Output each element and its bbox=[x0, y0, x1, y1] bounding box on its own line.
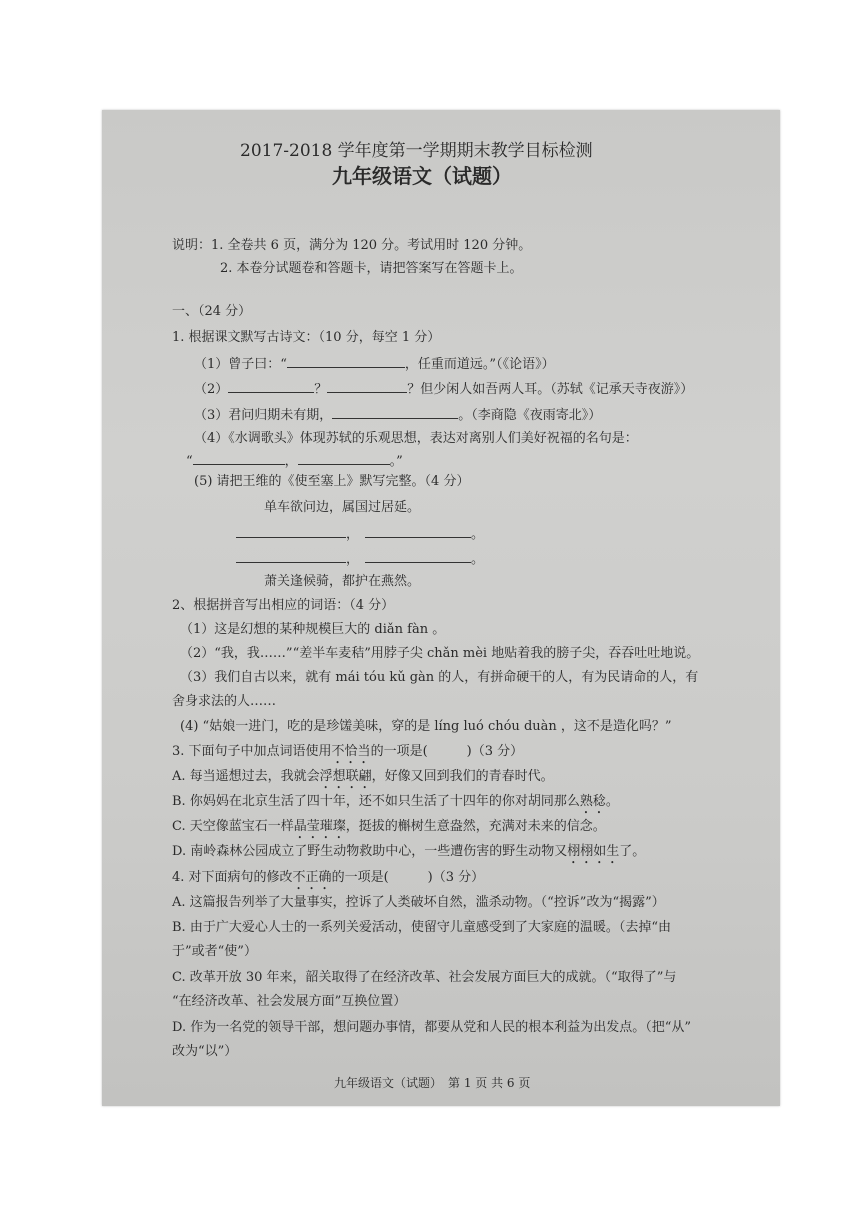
q3-option-b: B. 你妈妈在北京生活了四十年，还不如只生活了十四年的你对胡同那么熟稔。 bbox=[172, 794, 619, 809]
section-heading: 一、（24 分） bbox=[172, 304, 252, 319]
q4-option-b: B. 由于广大爱心人士的一系列关爱活动，使留守儿童感受到了大家庭的温暖。（去掉“由 bbox=[172, 920, 671, 935]
q2-stem: 2、根据拼音写出相应的词语：（4 分） bbox=[172, 598, 395, 613]
q3-stem: 3. 下面句子中加点词语使用不恰当的一项是( )（3 分） bbox=[172, 744, 524, 759]
poem-line-4: 萧关逢候骑，都护在燕然。 bbox=[264, 574, 421, 589]
q1-item-2: （2） ？ ？但少闲人如吾两人耳。（苏轼《记承天寺夜游》） bbox=[194, 382, 694, 397]
q1-item-3: （3）君问归期未有期， 。（李商隐《夜雨寄北》） bbox=[194, 408, 602, 423]
answer-blank[interactable] bbox=[193, 452, 285, 465]
q4-option-d-cont: 改为“以”） bbox=[172, 1044, 238, 1059]
q2-item-1: （1）这是幻想的某种规模巨大的 diǎn fàn 。 bbox=[180, 622, 446, 637]
q4-option-d: D. 作为一名党的领导干部，想问题办事情，都要从党和人民的根本利益为出发点。（把“从” bbox=[172, 1020, 692, 1035]
exam-subtitle: 九年级语文（试题） bbox=[332, 164, 512, 188]
q2-item-2: （2）“我，我……”“差半车麦秸”用脖子尖 chǎn mèi 地贴着我的膀子尖，吞吞吐吐地说。 bbox=[180, 646, 700, 661]
q4-option-c-cont: “在经济改革、社会发展方面”互换位置） bbox=[172, 994, 407, 1009]
q1-item-5: (5) 请把王维的《使至塞上》默写完整。（4 分） bbox=[194, 474, 470, 489]
page-footer: 九年级语文（试题） 第 1 页 共 6 页 bbox=[334, 1076, 531, 1090]
answer-blank[interactable] bbox=[332, 406, 458, 419]
poem-line-1: 单车欲问边，属国过居延。 bbox=[264, 500, 421, 515]
answer-blank[interactable] bbox=[228, 380, 314, 393]
q3-option-a: A. 每当遥想过去，我就会浮想联翩，好像又回到我们的青春时代。 bbox=[172, 769, 554, 784]
q4-option-b-cont: 于”或者“使”） bbox=[172, 944, 257, 959]
instructions-line-2: 2. 本卷分试题卷和答题卡，请把答案写在答题卡上。 bbox=[220, 261, 523, 276]
q3-option-d: D. 南岭森林公园成立了野生动物救助中心，一些遭伤害的野生动物又栩栩如生了。 bbox=[172, 844, 646, 859]
q1-item-1: （1）曾子曰：“ ，任重而道远。”（《论语》） bbox=[194, 357, 555, 372]
q3-option-c: C. 天空像蓝宝石一样晶莹璀璨，挺拔的槲树生意盎然，充满对未来的信念。 bbox=[172, 819, 606, 834]
answer-blank[interactable] bbox=[327, 380, 407, 393]
q4-option-c: C. 改革开放 30 年来，韶关取得了在经济改革、社会发展方面巨大的成就。（“取得了”与 bbox=[172, 970, 677, 985]
q1-item-4-blanks: “ ， 。” bbox=[186, 454, 403, 469]
answer-blank[interactable] bbox=[287, 355, 405, 368]
exam-page bbox=[102, 110, 780, 1106]
answer-blank[interactable] bbox=[236, 525, 346, 538]
q1-item-4: （4）《水调歌头》体现苏轼的乐观思想，表达对离别人们美好祝福的名句是： bbox=[194, 431, 638, 446]
q1-stem: 1. 根据课文默写古诗文：（10 分，每空 1 分） bbox=[172, 330, 441, 345]
q2-item-3-cont: 舍身求法的人…… bbox=[172, 694, 277, 709]
poem-line-3: ， 。 bbox=[236, 550, 484, 568]
q4-option-a: A. 这篇报告列举了大量事实，控诉了人类破坏自然，滥杀动物。（“控诉”改为“揭露”） bbox=[172, 895, 665, 910]
q2-item-4: (4) “姑娘一进门，吃的是珍馐美味，穿的是 líng luó chóu duàn ，这不是造化吗？” bbox=[180, 719, 672, 734]
answer-blank[interactable] bbox=[365, 525, 471, 538]
exam-title: 2017-2018 学年度第一学期期末教学目标检测 bbox=[240, 141, 593, 161]
poem-line-2: ， 。 bbox=[236, 525, 484, 543]
answer-blank[interactable] bbox=[236, 550, 346, 563]
instructions-line-1: 说明：1. 全卷共 6 页，满分为 120 分。考试用时 120 分钟。 bbox=[172, 238, 532, 253]
q2-item-3: （3）我们自古以来，就有 mái tóu kǔ gàn 的人，有拼命硬干的人，有为民请命的人，有 bbox=[180, 670, 699, 685]
answer-blank[interactable] bbox=[365, 550, 471, 563]
answer-blank[interactable] bbox=[298, 452, 390, 465]
q4-stem: 4. 对下面病句的修改不正确的一项是( )（3 分） bbox=[172, 870, 485, 885]
